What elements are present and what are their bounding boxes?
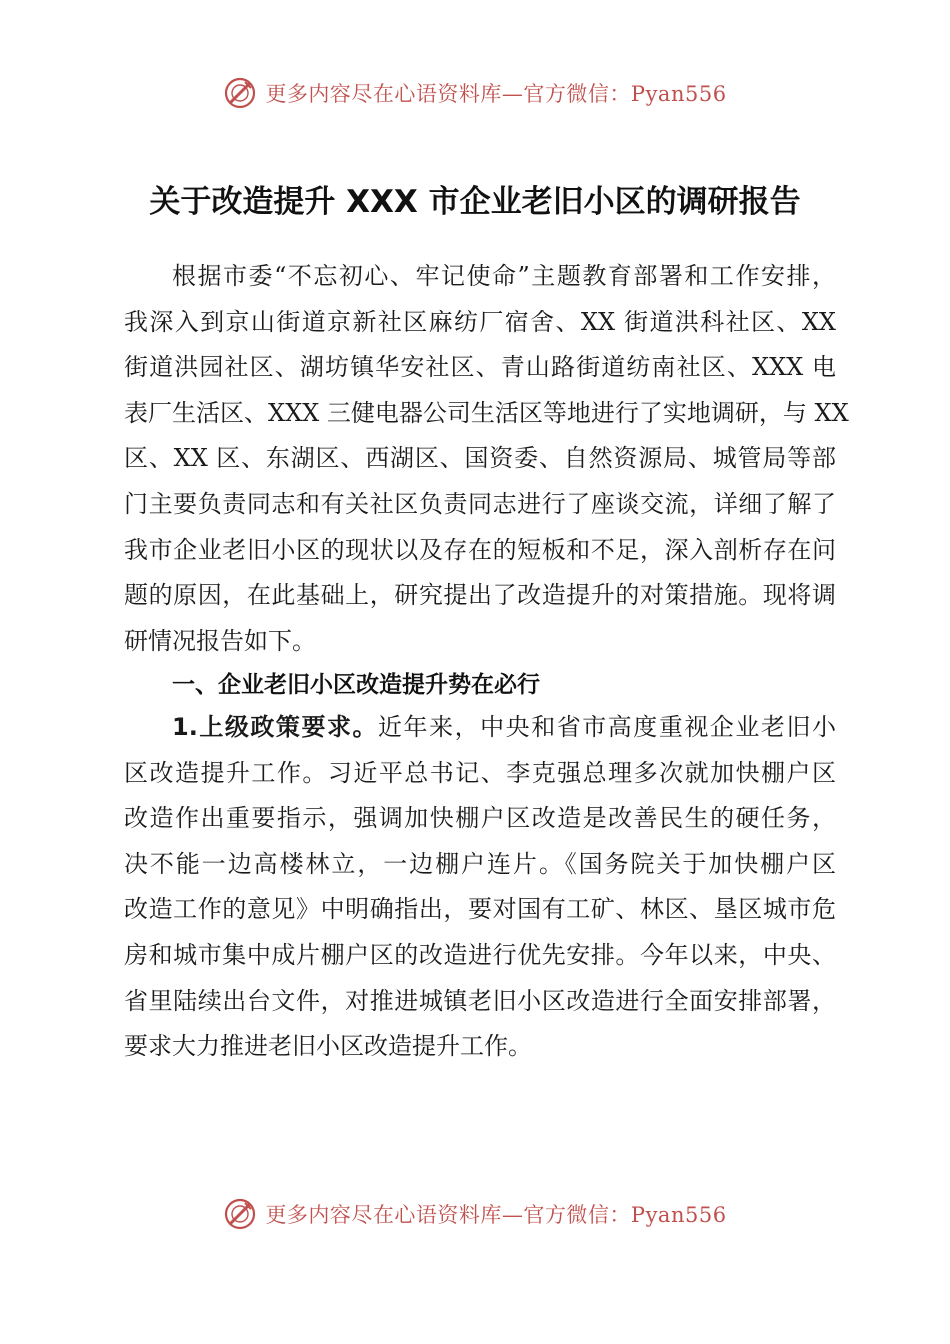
intro-line: 我市企业老旧小区的现状以及存在的短板和不足，深入剖析存在问	[124, 535, 836, 564]
intro-line: 表厂生活区、XXX 三健电器公司生活区等地进行了实地调研，与 XX	[124, 398, 849, 427]
intro-paragraph	[124, 254, 849, 664]
subsection-line: 改造作出重要指示，强调加快棚户区改造是改善民生的硬任务，	[124, 804, 836, 833]
subsection-line: 要求大力推进老旧小区改造提升工作。	[124, 1032, 532, 1061]
subsection-first-line-text: 近年来，中央和省市高度重视企业老旧小	[378, 713, 836, 741]
intro-line: 题的原因，在此基础上，研究提出了改造提升的对策措施。现将调	[124, 581, 836, 610]
intro-line: 街道洪园社区、湖坊镇华安社区、青山路街道纺南社区、XXX 电	[124, 353, 836, 382]
intro-line: 我深入到京山街道京新社区麻纺厂宿舍、XX 街道洪科社区、XX	[124, 307, 836, 336]
subsection-line: 房和城市集中成片棚户区的改造进行优先安排。今年以来，中央、	[124, 940, 836, 969]
watermark-text: 更多内容尽在心语资料库—官方微信：Pyan556	[265, 1203, 727, 1227]
document-title: 关于改造提升 XXX 市企业老旧小区的调研报告	[149, 184, 801, 220]
watermark-text: 更多内容尽在心语资料库—官方微信：Pyan556	[265, 82, 727, 106]
subsection-label: 1.上级政策要求。	[172, 713, 379, 741]
intro-line: 研情况报告如下。	[124, 626, 316, 655]
intro-line: 门主要负责同志和有关社区负责同志进行了座谈交流，详细了解了	[124, 489, 836, 518]
pen-circle-logo-icon	[223, 1197, 257, 1231]
pen-circle-logo-icon	[223, 76, 257, 110]
subsection-line: 区改造提升工作。习近平总书记、李克强总理多次就加快棚户区	[124, 758, 836, 787]
header-watermark	[0, 73, 950, 113]
subsection-paragraph	[124, 705, 836, 1070]
subsection-first-line	[124, 705, 836, 751]
subsection-line: 省里陆续出台文件，对推进城镇老旧小区改造进行全面安排部署，	[124, 986, 836, 1015]
footer-watermark	[0, 1194, 950, 1234]
section-heading: 一、企业老旧小区改造提升势在必行	[172, 672, 540, 698]
subsection-line: 决不能一边高楼林立，一边棚户连片。《国务院关于加快棚户区	[124, 849, 836, 878]
subsection-line: 改造工作的意见》中明确指出，要对国有工矿、林区、垦区城市危	[124, 895, 836, 924]
intro-line: 区、XX 区、东湖区、西湖区、国资委、自然资源局、城管局等部	[124, 444, 836, 473]
intro-line: 根据市委“不忘初心、牢记使命”主题教育部署和工作安排，	[172, 262, 836, 290]
